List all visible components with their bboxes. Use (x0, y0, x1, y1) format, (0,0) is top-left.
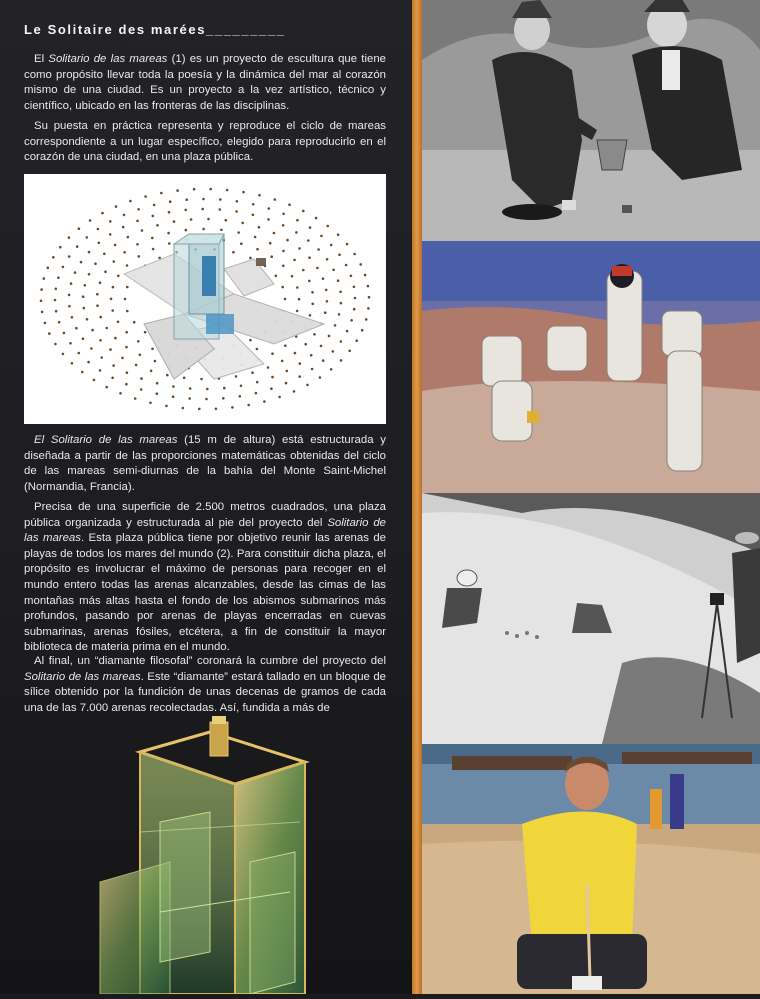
plaza-dot (44, 322, 47, 325)
plaza-dot (134, 397, 137, 400)
plaza-dot (126, 264, 129, 267)
plaza-dot (129, 200, 132, 203)
plaza-dot (364, 274, 367, 277)
plaza-dot (154, 360, 157, 363)
paragraph-1 (24, 52, 386, 114)
plaza-dot (324, 311, 327, 314)
plaza-dot (99, 369, 102, 372)
plaza-dot (322, 277, 325, 280)
plaza-dot (285, 382, 288, 385)
paragraph-2: Su puesta en práctica representa y reproduce el ciclo de mareas correspondiente a un lugar específico, elegido para reproducirlo en el corazón de una ciudad, en una plaza pública. (24, 120, 386, 164)
plaza-dot (293, 390, 296, 393)
plaza-dot (112, 364, 115, 367)
plaza-dot (332, 350, 335, 353)
plaza-dot (59, 246, 62, 249)
plaza-dot (322, 359, 325, 362)
plaza-dot (215, 408, 218, 411)
plaza-dot (282, 265, 285, 268)
plaza-dot (282, 224, 285, 227)
plaza-dot (200, 378, 203, 381)
plaza-dot (172, 385, 175, 388)
plaza-dot (125, 346, 128, 349)
plaza-dot (48, 332, 51, 335)
photo-dune-expedition (422, 493, 760, 744)
plaza-dot (189, 387, 192, 390)
plaza-dot (350, 275, 353, 278)
plaza-dot (202, 228, 205, 231)
plaza-dot (158, 257, 161, 260)
plaza-dot (91, 329, 94, 332)
plaza-dot (306, 384, 309, 387)
plaza-dot (254, 236, 257, 239)
plaza-dot (80, 261, 83, 264)
plaza-dot (109, 233, 112, 236)
p5-a: Al final, un “diamante filosofal” coronará la cumbre del proyecto del (34, 655, 386, 667)
plaza-dot (269, 242, 272, 245)
plaza-dot (184, 209, 187, 212)
plaza-dot (144, 331, 147, 334)
plaza-dot (256, 381, 259, 384)
plaza-dot (105, 386, 108, 389)
plaza-dot (284, 344, 287, 347)
plaza-dot (365, 318, 368, 321)
plaza-dot (326, 300, 329, 303)
plaza-dot (172, 395, 175, 398)
plaza-dot (58, 321, 61, 324)
plaza-dot (353, 253, 356, 256)
plaza-dot (295, 231, 298, 234)
plaza-dot (340, 302, 343, 305)
plaza-dot (140, 388, 143, 391)
plaza-dot (340, 359, 343, 362)
plaza-dot (87, 361, 90, 364)
plaza-dot (165, 405, 168, 408)
plaza-dot (139, 354, 142, 357)
plaza-dot (275, 275, 278, 278)
plaza-dot (54, 343, 57, 346)
plaza-dot (236, 200, 239, 203)
plaza-dot (89, 219, 92, 222)
plaza-dot (185, 198, 188, 201)
plaza-dot (256, 248, 259, 251)
plaza-dot (296, 286, 299, 289)
plaza-dot (249, 339, 252, 342)
plaza-dot (242, 191, 245, 194)
plaza-dot (133, 321, 136, 324)
plaza-dot (183, 377, 186, 380)
plaza-dot (281, 360, 284, 363)
plaza-dot (282, 250, 285, 253)
paragraph-5 (24, 654, 386, 716)
plaza-dot (270, 387, 273, 390)
plaza-dot (110, 298, 113, 301)
plaza-dot (223, 387, 226, 390)
plaza-dot (198, 408, 201, 411)
plaza-dot (62, 266, 65, 269)
plaza-dot (258, 226, 261, 229)
plaza-dot (308, 280, 311, 283)
plaza-dot (99, 281, 102, 284)
plaza-dot (251, 371, 254, 374)
plaza-dot (247, 404, 250, 407)
plaza-dot (169, 200, 172, 203)
p3-rest: (15 m de altura) está estructurada y diseñada a partir de las proporciones matemáticas obtenidas del ciclo de las mareas semi-diurnas de la bahía del Monte Saint-Michel (Normandia, Francia). (24, 434, 386, 493)
plaza-dot (168, 211, 171, 214)
plaza-dot (160, 192, 163, 195)
plaza-dot (68, 305, 71, 308)
plaza-dot (353, 286, 356, 289)
plaza-dot (119, 392, 122, 395)
plaza-dot (101, 212, 104, 215)
plaza-dot (231, 406, 234, 409)
plaza-dot (206, 388, 209, 391)
plaza-dot (123, 214, 126, 217)
plaza-dot (267, 218, 270, 221)
article-heading: Le Solitaire des marées_________ (24, 22, 286, 37)
plaza-dot (117, 321, 120, 324)
plaza-dot (319, 376, 322, 379)
plaza-dot (326, 258, 329, 261)
plaza-dot (330, 368, 333, 371)
accent-stripe (412, 0, 422, 994)
plaza-dot (156, 382, 159, 385)
plaza-dot (103, 253, 106, 256)
plaza-dot (114, 244, 117, 247)
plaza-dot (188, 397, 191, 400)
plaza-dot (122, 226, 125, 229)
plaza-dot (112, 286, 115, 289)
plaza-dot (126, 310, 129, 313)
plaza-dot (109, 348, 112, 351)
plaza-dot (359, 263, 362, 266)
plaza-dot (317, 248, 320, 251)
plaza-dot (115, 205, 118, 208)
plaza-dot (125, 383, 128, 386)
plaza-dot (136, 220, 139, 223)
plaza-dot (270, 255, 273, 258)
plaza-dot (368, 296, 371, 299)
plaza-dot (286, 370, 289, 373)
plaza-dot (152, 215, 155, 218)
plaza-dot (263, 400, 266, 403)
p3-title: El Solitario de las mareas (34, 434, 178, 446)
plaza-dot (367, 307, 370, 310)
plaza-dot (83, 307, 86, 310)
plaza-dot (68, 294, 71, 297)
plaza-dot (70, 282, 73, 285)
plaza-dot (71, 362, 74, 365)
plaza-dot (96, 293, 99, 296)
plaza-dot (94, 262, 97, 265)
plaza-dot (109, 220, 112, 223)
plaza-dot (334, 324, 337, 327)
plaza-dot (311, 291, 314, 294)
plaza-dot (41, 311, 44, 314)
plaza-dot (310, 354, 313, 357)
plaza-dot (156, 392, 159, 395)
paragraph-4 (24, 500, 386, 656)
plaza-dot (274, 198, 277, 201)
plaza-dot (308, 256, 311, 259)
plaza-dot (86, 318, 89, 321)
plaza-dot (113, 260, 116, 263)
plaza-dot (140, 377, 143, 380)
plaza-dot (71, 316, 74, 319)
plaza-dot (98, 242, 101, 245)
plaza-dot (293, 259, 296, 262)
plaza-dot (82, 337, 85, 340)
plaza-dot (127, 236, 130, 239)
plaza-dot (207, 218, 210, 221)
plaza-dot (185, 229, 188, 232)
plaza-dot (104, 270, 107, 273)
plaza-dot (348, 350, 351, 353)
photo-man-pouring-sand (422, 744, 760, 994)
plaza-dot (209, 188, 212, 191)
plaza-dot (182, 407, 185, 410)
plaza-dot (316, 267, 319, 270)
paragraph-3 (24, 433, 386, 495)
plaza-dot (149, 402, 152, 405)
plaza-dot (111, 377, 114, 380)
plaza-dot (137, 340, 140, 343)
plaza-dot (240, 385, 243, 388)
plaza-dot (340, 340, 343, 343)
plaza-dot (237, 231, 240, 234)
plaza-dot (271, 376, 274, 379)
plaza-dot (90, 347, 93, 350)
plaza-dot (345, 264, 348, 267)
p1-title: Solitario de las mareas (48, 53, 168, 65)
plaza-dot (62, 353, 65, 356)
plaza-dot (68, 255, 71, 258)
plaza-dot (57, 276, 60, 279)
plaza-dot (121, 357, 124, 360)
plaza-dot (302, 210, 305, 213)
plaza-dot (166, 374, 169, 377)
plaza-dot (326, 225, 329, 228)
plaza-dot (150, 370, 153, 373)
plaza-dot (330, 244, 333, 247)
plaza-dot (153, 204, 156, 207)
plaza-dot (226, 189, 229, 192)
plaza-dot (156, 224, 159, 227)
plaza-dot (123, 251, 126, 254)
p1-lead: El (34, 53, 49, 65)
plaza-dot (311, 303, 314, 306)
plaza-dot (52, 256, 55, 259)
plaza-dot (338, 253, 341, 256)
plaza-dot (176, 189, 179, 192)
plaza-dot (249, 257, 252, 260)
plaza-dot (309, 314, 312, 317)
plaza-dot (168, 242, 171, 245)
p5-title: Solitario de las mareas (24, 670, 141, 683)
plaza-dot (350, 319, 353, 322)
plaza-dot (284, 298, 287, 301)
plaza-dot (281, 286, 284, 289)
plaza-dot (225, 219, 228, 222)
glass-sculpture-model (60, 712, 360, 994)
plaza-dot (82, 295, 85, 298)
photo-men-collecting-sand (422, 0, 760, 241)
plaza-dot (235, 210, 238, 213)
plaza-dot (202, 198, 205, 201)
plaza-dot (282, 213, 285, 216)
plaza-dot (117, 275, 120, 278)
plaza-dot (241, 222, 244, 225)
plaza-dot (68, 236, 71, 239)
plaza-dot (355, 339, 358, 342)
plaza-dot (337, 279, 340, 282)
plaza-dot (125, 331, 128, 334)
plaza-dot (136, 243, 139, 246)
plaza-dot (298, 247, 301, 250)
plaza-dot (96, 304, 99, 307)
plaza-dot (78, 227, 81, 230)
plaza-dot (99, 316, 102, 319)
plaza-dot (222, 397, 225, 400)
plaza-dot (193, 188, 196, 191)
plaza-dot (309, 226, 312, 229)
plaza-dot (144, 195, 147, 198)
p4-title: Solitario de las mareas (24, 516, 386, 545)
plaza-dot (86, 236, 89, 239)
plaza-dot (239, 395, 242, 398)
plaza-dot (63, 332, 66, 335)
plaza-dot (141, 229, 144, 232)
p5-b: . Este “diamante” estará tallado en un bloque de sílice obtenido por la fundición de unas decenas de gramos de cada una de las 7.000 arenas recolectadas. Así, fundida a más de (24, 670, 386, 714)
plaza-dot (124, 298, 127, 301)
plaza-dot (240, 242, 243, 245)
plaza-dot (173, 220, 176, 223)
sculpture-plan-diagram (24, 174, 386, 424)
plaza-dot (307, 239, 310, 242)
plaza-dot (43, 277, 46, 280)
plaza-dot (296, 219, 299, 222)
plaza-dot (75, 327, 78, 330)
plaza-dot (40, 300, 43, 303)
plaza-dot (367, 285, 370, 288)
plaza-dot (88, 273, 91, 276)
photo-column (422, 0, 760, 994)
plaza-dot (252, 214, 255, 217)
plaza-dot (152, 248, 155, 251)
plaza-dot (346, 243, 349, 246)
plaza-dot (219, 208, 222, 211)
plaza-dot (137, 208, 140, 211)
plaza-dot (328, 335, 331, 338)
plaza-dot (361, 329, 364, 332)
plaza-dot (126, 286, 129, 289)
plaza-dot (126, 371, 129, 374)
plaza-dot (232, 251, 235, 254)
plaza-dot (311, 368, 314, 371)
plaza-dot (105, 327, 108, 330)
photo-astronauts-desert (422, 241, 760, 493)
plaza-dot (298, 298, 301, 301)
plaza-dot (69, 342, 72, 345)
plaza-dot (291, 275, 294, 278)
plaza-dot (201, 208, 204, 211)
plaza-dot (47, 267, 50, 270)
plaza-dot (338, 313, 341, 316)
plaza-dot (76, 245, 79, 248)
plaza-dot (97, 228, 100, 231)
p4-a: Precisa de una superficie de 2.500 metros cuadrados, una plaza pública organizada y estructurada al pie del proyecto del (24, 501, 386, 529)
plaza-dot (299, 362, 302, 365)
plaza-dot (354, 297, 357, 300)
plaza-dot (220, 229, 223, 232)
plaza-dot (298, 375, 301, 378)
plaza-dot (219, 198, 222, 201)
plaza-dot (190, 218, 193, 221)
plaza-dot (258, 194, 261, 197)
plaza-dot (78, 352, 81, 355)
plaza-dot (235, 375, 238, 378)
p4-b: . Esta plaza pública tiene por objetivo reunir las arenas de playas de todos los mares del mundo (2). Para constituir dicha plaza, el propósito es involucrar el máximo de personas para recoger en el mundo entero todas las arenas alcanzables, desde las cimas de las montañas más altas hasta el fondo de los abismos submarinos más profundos, pasando por arenas de playas encerradas en cuevas submarinas, arenas fósiles, etcétera, a fin de constituir la mayor biblioteca de materia prima en el mundo. (24, 532, 386, 654)
plaza-dot (320, 345, 323, 348)
plaza-dot (74, 271, 77, 274)
plaza-dot (267, 366, 270, 369)
plaza-dot (55, 310, 58, 313)
plaza-dot (114, 337, 117, 340)
plaza-dot (337, 233, 340, 236)
plaza-dot (88, 251, 91, 254)
plaza-dot (268, 207, 271, 210)
plaza-dot (151, 237, 154, 240)
plaza-dot (256, 348, 259, 351)
plaza-dot (138, 255, 141, 258)
plaza-dot (54, 299, 57, 302)
plaza-dot (286, 239, 289, 242)
plaza-dot (40, 288, 43, 291)
plaza-dot (315, 217, 318, 220)
plaza-dot (93, 379, 96, 382)
plaza-dot (111, 309, 114, 312)
plaza-dot (135, 364, 138, 367)
plaza-dot (278, 396, 281, 399)
plaza-dot (346, 330, 349, 333)
plaza-dot (304, 343, 307, 346)
plaza-dot (302, 269, 305, 272)
plaza-dot (353, 308, 356, 311)
plaza-dot (271, 352, 274, 355)
plaza-dot (325, 289, 328, 292)
plaza-dot (84, 284, 87, 287)
plaza-dot (81, 371, 84, 374)
plaza-dot (332, 269, 335, 272)
plaza-dot (252, 203, 255, 206)
p1-rest: (1) es un proyecto de escultura que tiene como propósito llevar toda la poesía y la dinámica del mar al corazón mismo de una ciudad. Es un proyecto a la vez artístico, técnico y científico, ubicado en las fronteras de las disciplinas. (24, 53, 386, 112)
plaza-dot (339, 291, 342, 294)
plaza-dot (205, 398, 208, 401)
plaza-dot (296, 310, 299, 313)
plaza-dot (167, 232, 170, 235)
plaza-dot (273, 232, 276, 235)
plaza-dot (294, 352, 297, 355)
plaza-dot (313, 333, 316, 336)
plaza-dot (55, 288, 58, 291)
plaza-dot (100, 356, 103, 359)
plaza-dot (151, 348, 154, 351)
plaza-dot (99, 339, 102, 342)
plaza-dot (255, 392, 258, 395)
plaza-dot (288, 203, 291, 206)
plaza-dot (320, 235, 323, 238)
